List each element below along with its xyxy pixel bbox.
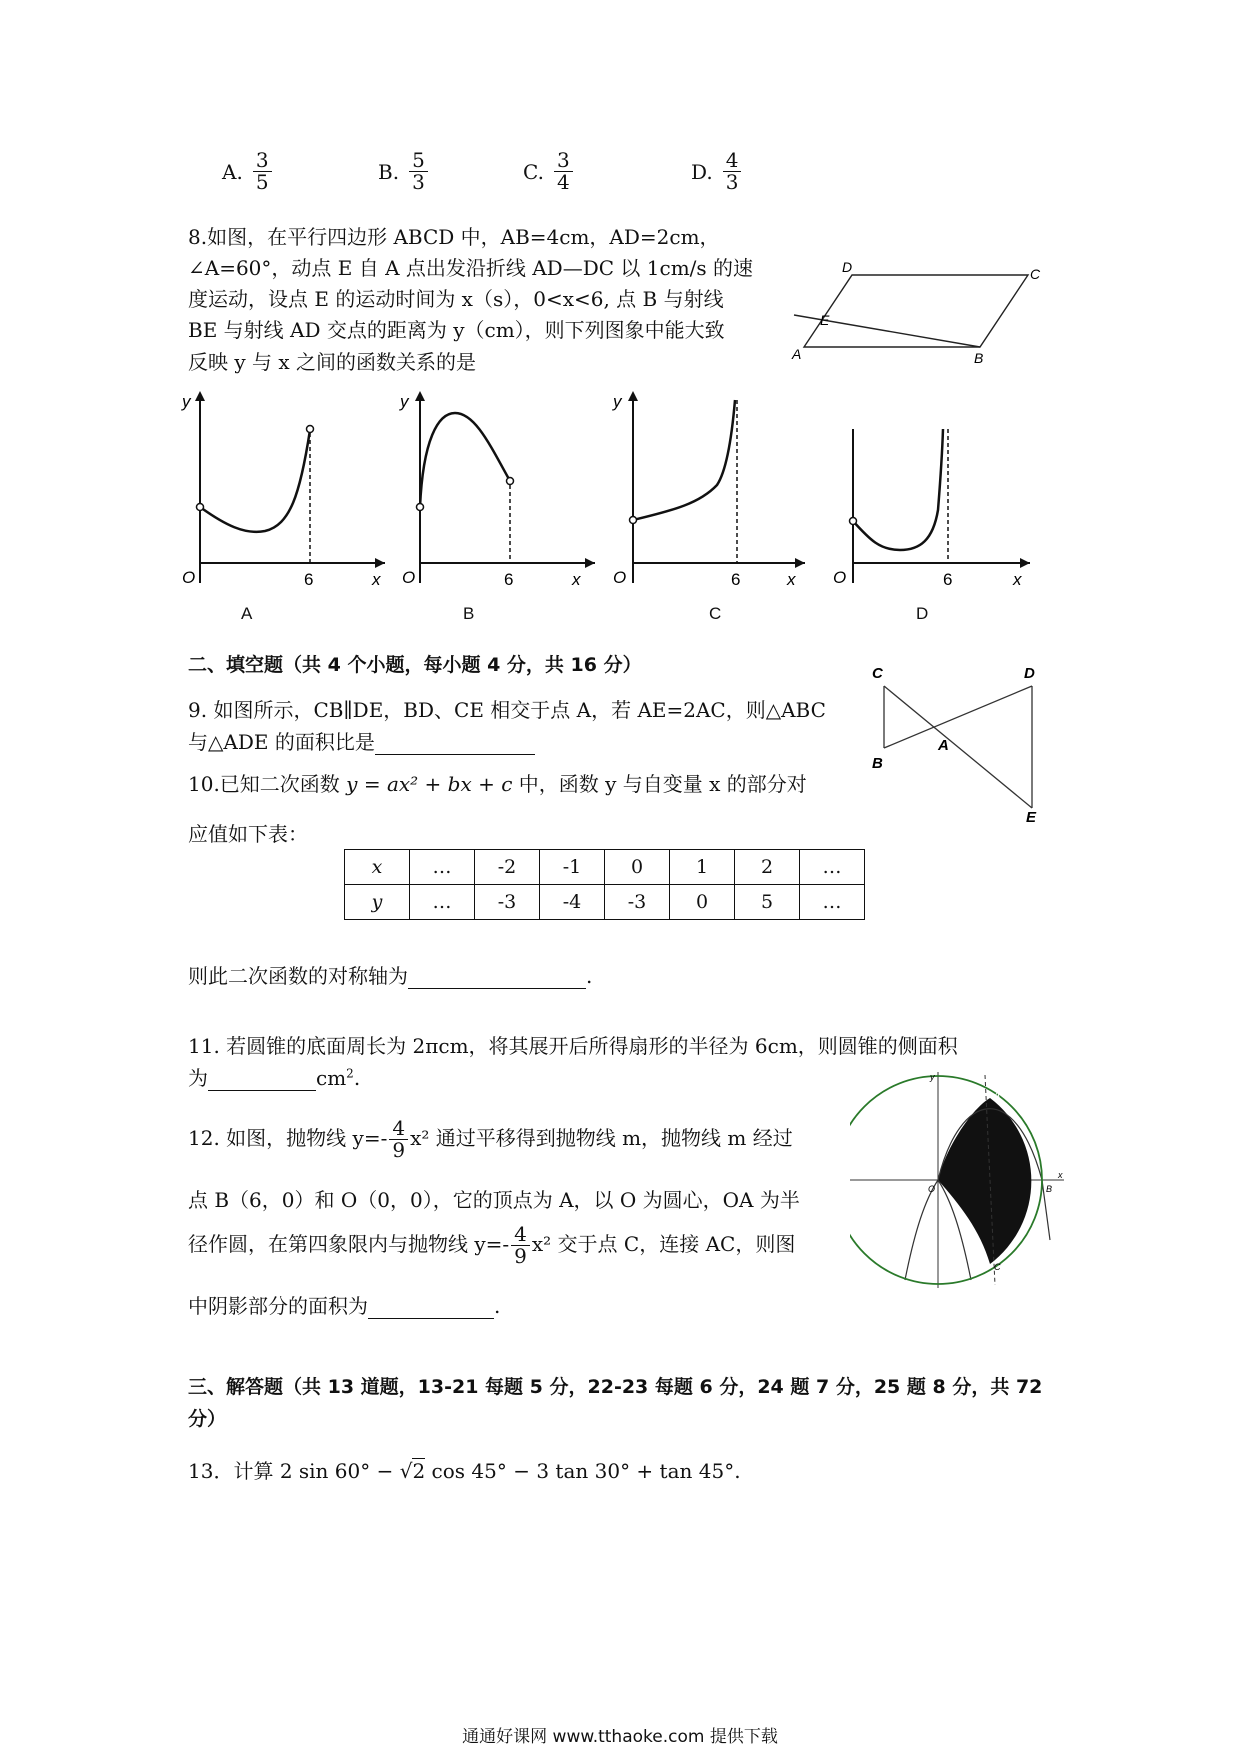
q9-line-1: 9. 如图所示，CB∥DE，BD、CE 相交于点 A，若 AE=2AC，则△ABC xyxy=(188,698,826,722)
table-cell: -4 xyxy=(540,885,605,920)
table-cell: y xyxy=(345,885,410,920)
svg-text:O: O xyxy=(613,568,627,587)
svg-text:x: x xyxy=(1013,570,1022,589)
q11-line-2: 为 $cm^2$. xyxy=(188,1066,361,1090)
q10-answer-blank[interactable] xyxy=(408,964,586,989)
svg-text:x: x xyxy=(572,570,581,589)
q8-line-1: 8.如图，在平行四边形 ABCD 中，AB=4cm，AD=2cm， xyxy=(188,225,720,249)
svg-text:6: 6 xyxy=(731,570,741,589)
section-2-title: 二、填空题（共 4 个小题，每小题 4 分，共 16 分） xyxy=(188,654,642,676)
graph-d xyxy=(825,415,1035,595)
label-c: C xyxy=(1030,266,1041,282)
q12-answer-blank[interactable] xyxy=(368,1294,494,1319)
table-cell: -3 xyxy=(475,885,540,920)
svg-text:y: y xyxy=(613,392,622,411)
graph-a xyxy=(170,385,390,595)
graph-a-caption: A xyxy=(241,604,253,623)
graph-c-caption: C xyxy=(709,604,722,623)
q8-line-2: ∠A=60°，动点 E 自 A 点出发沿折线 AD—DC 以 1cm/s 的速 xyxy=(188,256,754,280)
label-b: B xyxy=(974,350,984,366)
q12-line-3: 径作圆，在第四象限内与抛物线 y=- $\frac{4}{9}$ x² 交于点 C，连接 AC，则图 xyxy=(188,1222,796,1268)
svg-text:E: E xyxy=(1026,809,1037,825)
svg-text:y: y xyxy=(400,392,409,411)
svg-text:x: x xyxy=(787,570,796,589)
q12-line-2: 点 B（6，0）和 O（0，0），它的顶点为 A，以 O 为圆心，OA 为半 xyxy=(188,1188,800,1212)
q11-line-1: 11. 若圆锥的底面周长为 2πcm，将其展开后所得扇形的半径为 6cm，则圆锥的侧面积 xyxy=(188,1034,958,1058)
q8-line-5: 反映 y 与 x 之间的函数关系的是 xyxy=(188,350,477,374)
svg-text:O: O xyxy=(182,568,196,587)
label-d: D xyxy=(842,259,853,275)
option-d: D. $\frac{4}{3}$ xyxy=(691,150,743,193)
table-row xyxy=(345,885,865,920)
q10-line-3: 则此二次函数的对称轴为 . xyxy=(188,964,593,988)
q13-line: 13．计算 2 sin 60° − √2 cos 45° − 3 tan 30° + tan 45°. xyxy=(188,1459,741,1483)
section-3-title-line-1: 三、解答题（共 13 道题，13-21 每题 5 分，22-23 每题 6 分，24 题 7 分，25 题 8 分，共 72 xyxy=(188,1376,1043,1398)
svg-text:O: O xyxy=(833,568,847,587)
table-cell: 5 xyxy=(735,885,800,920)
svg-text:A: A xyxy=(994,1090,1001,1100)
triangles-figure xyxy=(860,660,1060,825)
graph-b-caption: B xyxy=(463,604,475,623)
section-3-title-line-2: 分） xyxy=(188,1408,227,1430)
svg-text:C: C xyxy=(872,665,883,682)
table-cell: 2 xyxy=(735,850,800,885)
table-cell: … xyxy=(800,850,865,885)
table-cell: -1 xyxy=(540,850,605,885)
table-cell: 0 xyxy=(605,850,670,885)
q9-line-2: 与△ADE 的面积比是 xyxy=(188,726,535,755)
svg-text:x: x xyxy=(372,570,381,589)
table-cell: x xyxy=(345,850,410,885)
svg-text:D: D xyxy=(1024,665,1035,682)
q11-answer-blank[interactable] xyxy=(208,1066,316,1091)
table-row xyxy=(345,850,865,885)
svg-text:6: 6 xyxy=(304,570,314,589)
label-a: A xyxy=(792,346,802,362)
q12-line-4: 中阴影部分的面积为 . xyxy=(188,1294,501,1318)
table-cell: … xyxy=(410,885,475,920)
q10-line-1: 10.已知二次函数 y = ax² + bx + c 中，函数 y 与自变量 x 的部分对 xyxy=(188,772,807,796)
label-e: E xyxy=(820,312,830,328)
svg-text:O: O xyxy=(928,1184,936,1194)
svg-text:B: B xyxy=(1046,1184,1053,1194)
svg-text:y: y xyxy=(930,1072,935,1082)
table-cell: -2 xyxy=(475,850,540,885)
svg-text:y: y xyxy=(182,392,191,411)
svg-text:C: C xyxy=(994,1262,1001,1272)
svg-text:A: A xyxy=(938,737,949,754)
table-cell: 1 xyxy=(670,850,735,885)
table-cell: -3 xyxy=(605,885,670,920)
svg-text:6: 6 xyxy=(943,570,953,589)
table-cell: 0 xyxy=(670,885,735,920)
table-cell: … xyxy=(410,850,475,885)
svg-text:6: 6 xyxy=(504,570,514,589)
option-c: C. $\frac{3}{4}$ xyxy=(523,150,575,193)
q8-line-4: BE 与射线 AD 交点的距离为 y（cm），则下列图象中能大致 xyxy=(188,318,725,342)
q9-answer-blank[interactable] xyxy=(375,730,535,755)
graph-b xyxy=(390,385,610,595)
svg-text:B: B xyxy=(872,755,883,772)
q10-line-2: 应值如下表： xyxy=(188,822,308,846)
svg-text:x: x xyxy=(1058,1170,1063,1180)
sqrt-symbol: √2 xyxy=(399,1459,426,1483)
q12-line-1: 12. 如图，抛物线 y=- $\frac{4}{9}$ x² 通过平移得到抛物线 m，抛物线 m 经过 xyxy=(188,1116,793,1162)
option-a: A. $\frac{3}{5}$ xyxy=(222,150,274,193)
graph-c xyxy=(605,385,815,595)
parallelogram-figure xyxy=(790,255,1060,375)
svg-text:O: O xyxy=(402,568,416,587)
circle-parabola-figure xyxy=(850,1070,1070,1290)
graph-d-caption: D xyxy=(916,604,929,623)
value-table xyxy=(344,849,865,920)
table-cell: … xyxy=(800,885,865,920)
option-b: B. $\frac{5}{3}$ xyxy=(378,150,430,193)
page-footer: 通通好课网 www.tthaoke.com 提供下载 xyxy=(462,1727,778,1747)
q8-line-3: 度运动，设点 E 的运动时间为 x（s），0<x<6, 点 B 与射线 xyxy=(188,287,724,311)
